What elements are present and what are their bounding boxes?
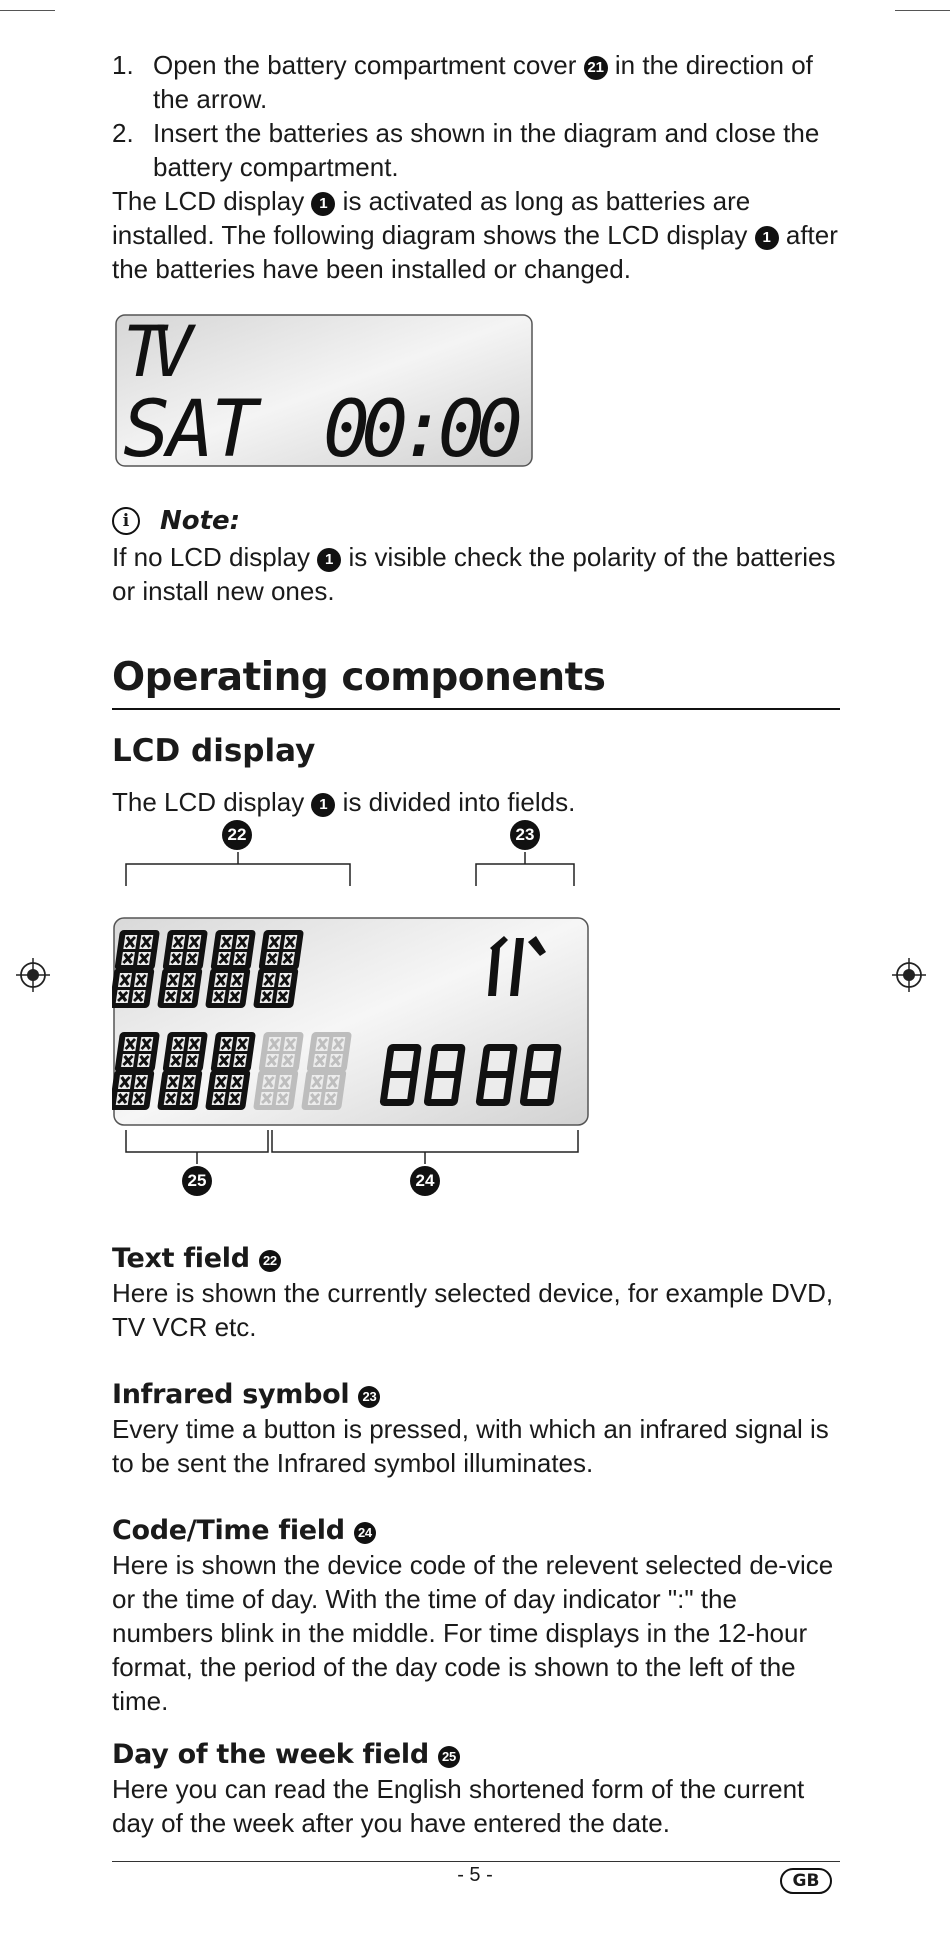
- callout-infrared: 23: [510, 820, 540, 850]
- field-day-of-week: [112, 1738, 840, 1840]
- ref-badge: 1: [311, 793, 335, 817]
- ref-badge: 24: [354, 1522, 376, 1544]
- crop-mark-right: [895, 10, 950, 11]
- field-descriptions: [112, 1242, 840, 1840]
- text-run: after the batteries have been installed or changed.: [112, 220, 838, 284]
- lcd-fields-diagram: [112, 818, 592, 1198]
- lcd-example-figure: [115, 314, 533, 467]
- info-icon: i: [112, 507, 140, 535]
- ref-badge: 1: [755, 226, 779, 250]
- section-title: Operating components: [112, 655, 606, 700]
- field-title-text: Infrared symbol: [112, 1379, 350, 1410]
- field-title: [112, 1738, 840, 1772]
- step-text: Insert the batteries as shown in the diagram and close the battery compartment.: [153, 118, 820, 182]
- ref-badge: 1: [317, 548, 341, 572]
- field-title: [112, 1514, 840, 1548]
- lcd-line1-text: TV: [123, 314, 193, 393]
- lcd-intro-paragraph: [112, 184, 840, 286]
- callout-code-time: 24: [410, 1166, 440, 1196]
- note-label: Note:: [160, 506, 241, 536]
- text-run: is divided into fields.: [335, 787, 576, 817]
- field-desc: Here you can read the English shortened form of the current day of the week after you have entered the date.: [112, 1774, 805, 1838]
- field-title: [112, 1378, 840, 1412]
- field-title-text: Text field: [112, 1243, 250, 1274]
- note-text: [112, 540, 840, 608]
- note-header: [112, 504, 240, 538]
- step-number: 2.: [112, 118, 134, 148]
- field-desc: Here is shown the currently selected device, for example DVD, TV VCR etc.: [112, 1278, 834, 1342]
- ref-badge: 21: [584, 56, 608, 80]
- callout-day-of-week: 25: [182, 1166, 212, 1196]
- field-infrared-symbol: [112, 1378, 840, 1480]
- lcd-day-text: SAT: [123, 385, 258, 467]
- text-run: If no LCD display: [112, 542, 310, 572]
- lcd-fields-svg: [112, 818, 592, 1198]
- text-run: The LCD display: [112, 787, 305, 817]
- step-text: Open the battery compartment cover: [153, 50, 577, 80]
- page-number: - 5 -: [457, 1864, 493, 1886]
- field-title-text: Day of the week field: [112, 1739, 429, 1770]
- ref-badge: 25: [438, 1746, 460, 1768]
- field-title: [112, 1242, 840, 1276]
- ref-badge: 22: [259, 1250, 281, 1272]
- registration-mark-right-icon: [892, 958, 926, 992]
- ref-badge: 23: [358, 1386, 380, 1408]
- language-badge: GB: [780, 1868, 832, 1894]
- step-item: [112, 116, 840, 184]
- crop-mark-left: [0, 10, 55, 11]
- callout-text-field: 22: [222, 820, 252, 850]
- lcd-time-text: 00:00: [323, 385, 523, 467]
- step-text-cont: in the direction of the arrow.: [153, 50, 813, 114]
- footer-rule: [112, 1861, 840, 1862]
- field-desc: Here is shown the device code of the relevent selected de-vice or the time of day. With the time of day indicator ":" the numbers blink in the middle. For time displays in the 12-hour format, the period of the day code is shown to the left of the time.: [112, 1550, 834, 1716]
- step-item: [112, 48, 840, 116]
- text-run: is visible check the polarity of the batteries or install new ones.: [112, 542, 836, 606]
- text-run: The LCD display: [112, 186, 305, 216]
- field-text-field: [112, 1242, 840, 1344]
- subsection-title: LCD display: [112, 733, 316, 769]
- registration-mark-left-icon: [16, 958, 50, 992]
- ref-badge: 1: [311, 192, 335, 216]
- field-desc: Every time a button is pressed, with which an infrared signal is to be sent the Infrared symbol illuminates.: [112, 1414, 829, 1478]
- instruction-block: [112, 48, 840, 286]
- text-run: is activated as long as batteries are installed. The following diagram shows the LCD display: [112, 186, 751, 250]
- step-number: 1.: [112, 50, 134, 80]
- field-code-time: [112, 1514, 840, 1718]
- battery-steps: [112, 48, 840, 184]
- lcd-fields-intro: [112, 785, 840, 819]
- field-title-text: Code/Time field: [112, 1515, 345, 1546]
- section-rule: [112, 708, 840, 710]
